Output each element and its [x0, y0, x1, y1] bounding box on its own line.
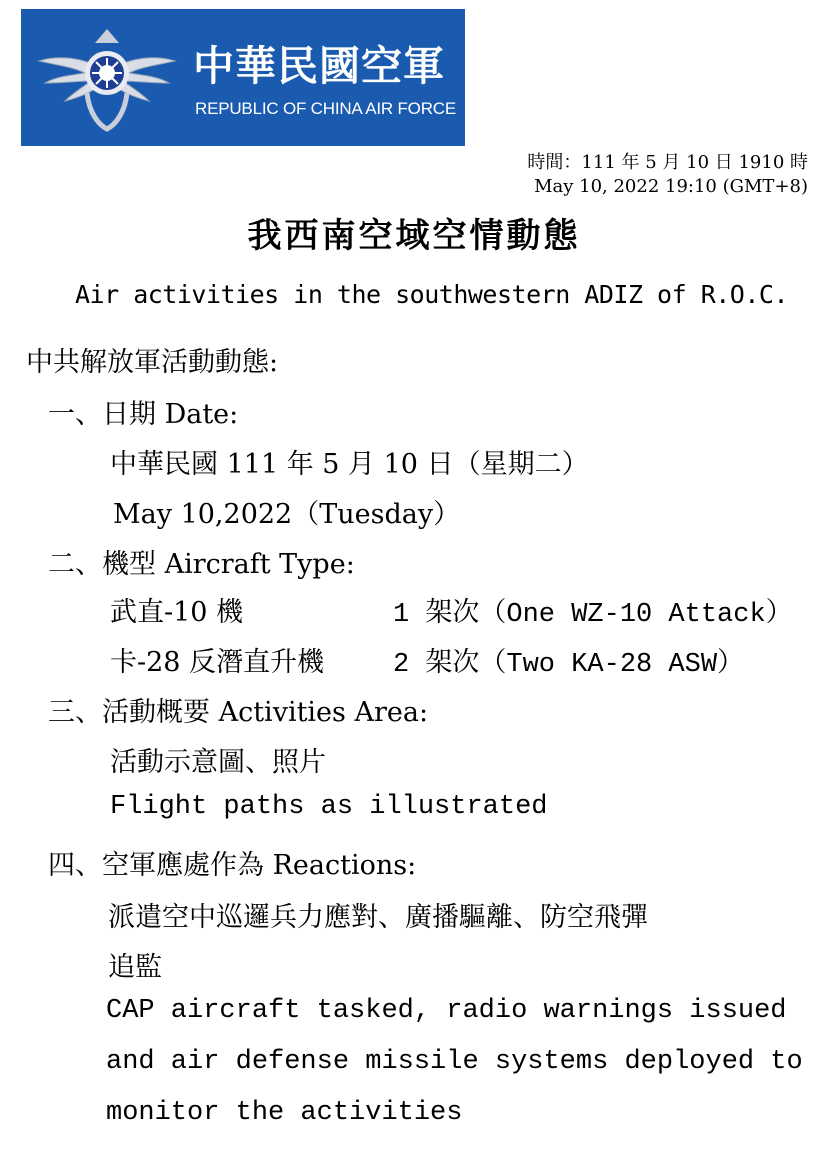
section-heading: 中共解放軍活動動態: — [26, 347, 279, 378]
rocaf-banner — [21, 9, 465, 146]
reactions-heading: 四、空軍應處作為 Reactions: — [48, 850, 417, 881]
activities-cn: 活動示意圖、照片 — [110, 747, 326, 778]
aircraft-type-cn: 卡-28 反潛直升機 — [110, 647, 325, 678]
reactions-cn-line: 派遣空中巡邏兵力應對、廣播驅離、防空飛彈 — [108, 902, 648, 933]
activities-en: Flight paths as illustrated — [110, 792, 548, 822]
date-en: May 10,2022（Tuesday） — [113, 499, 461, 530]
reactions-en-line: monitor the activities — [106, 1098, 463, 1128]
page-subtitle: Air activities in the southwestern ADIZ of R.O.C. — [75, 280, 789, 309]
air-force-emblem-icon — [37, 21, 177, 133]
activities-heading: 三、活動概要 Activities Area: — [48, 697, 429, 728]
date-cn: 中華民國 111 年 5 月 10 日（星期二） — [110, 449, 589, 480]
timestamp-en: May 10, 2022 19:10 (GMT+8) — [534, 176, 808, 197]
org-name-cn: 中華民國空軍 — [193, 42, 445, 90]
org-name-en: REPUBLIC OF CHINA AIR FORCE — [195, 99, 456, 118]
reactions-cn-line: 追監 — [108, 952, 162, 983]
aircraft-heading: 二、機型 Aircraft Type: — [48, 549, 355, 580]
aircraft-count: 1 架次（One WZ-10 Attack） — [393, 600, 793, 630]
date-heading: 一、日期 Date: — [48, 399, 239, 430]
timestamp-cn: 時間：111 年 5 月 10 日 1910 時 — [527, 152, 808, 173]
reactions-en-line: CAP aircraft tasked, radio warnings issued — [106, 996, 787, 1026]
aircraft-count: 2 架次（Two KA-28 ASW） — [393, 650, 745, 680]
aircraft-type-cn: 武直-10 機 — [110, 597, 244, 628]
page-title: 我西南空域空情動態 — [247, 216, 581, 256]
reactions-en-line: and air defense missile systems deployed to — [106, 1047, 803, 1077]
